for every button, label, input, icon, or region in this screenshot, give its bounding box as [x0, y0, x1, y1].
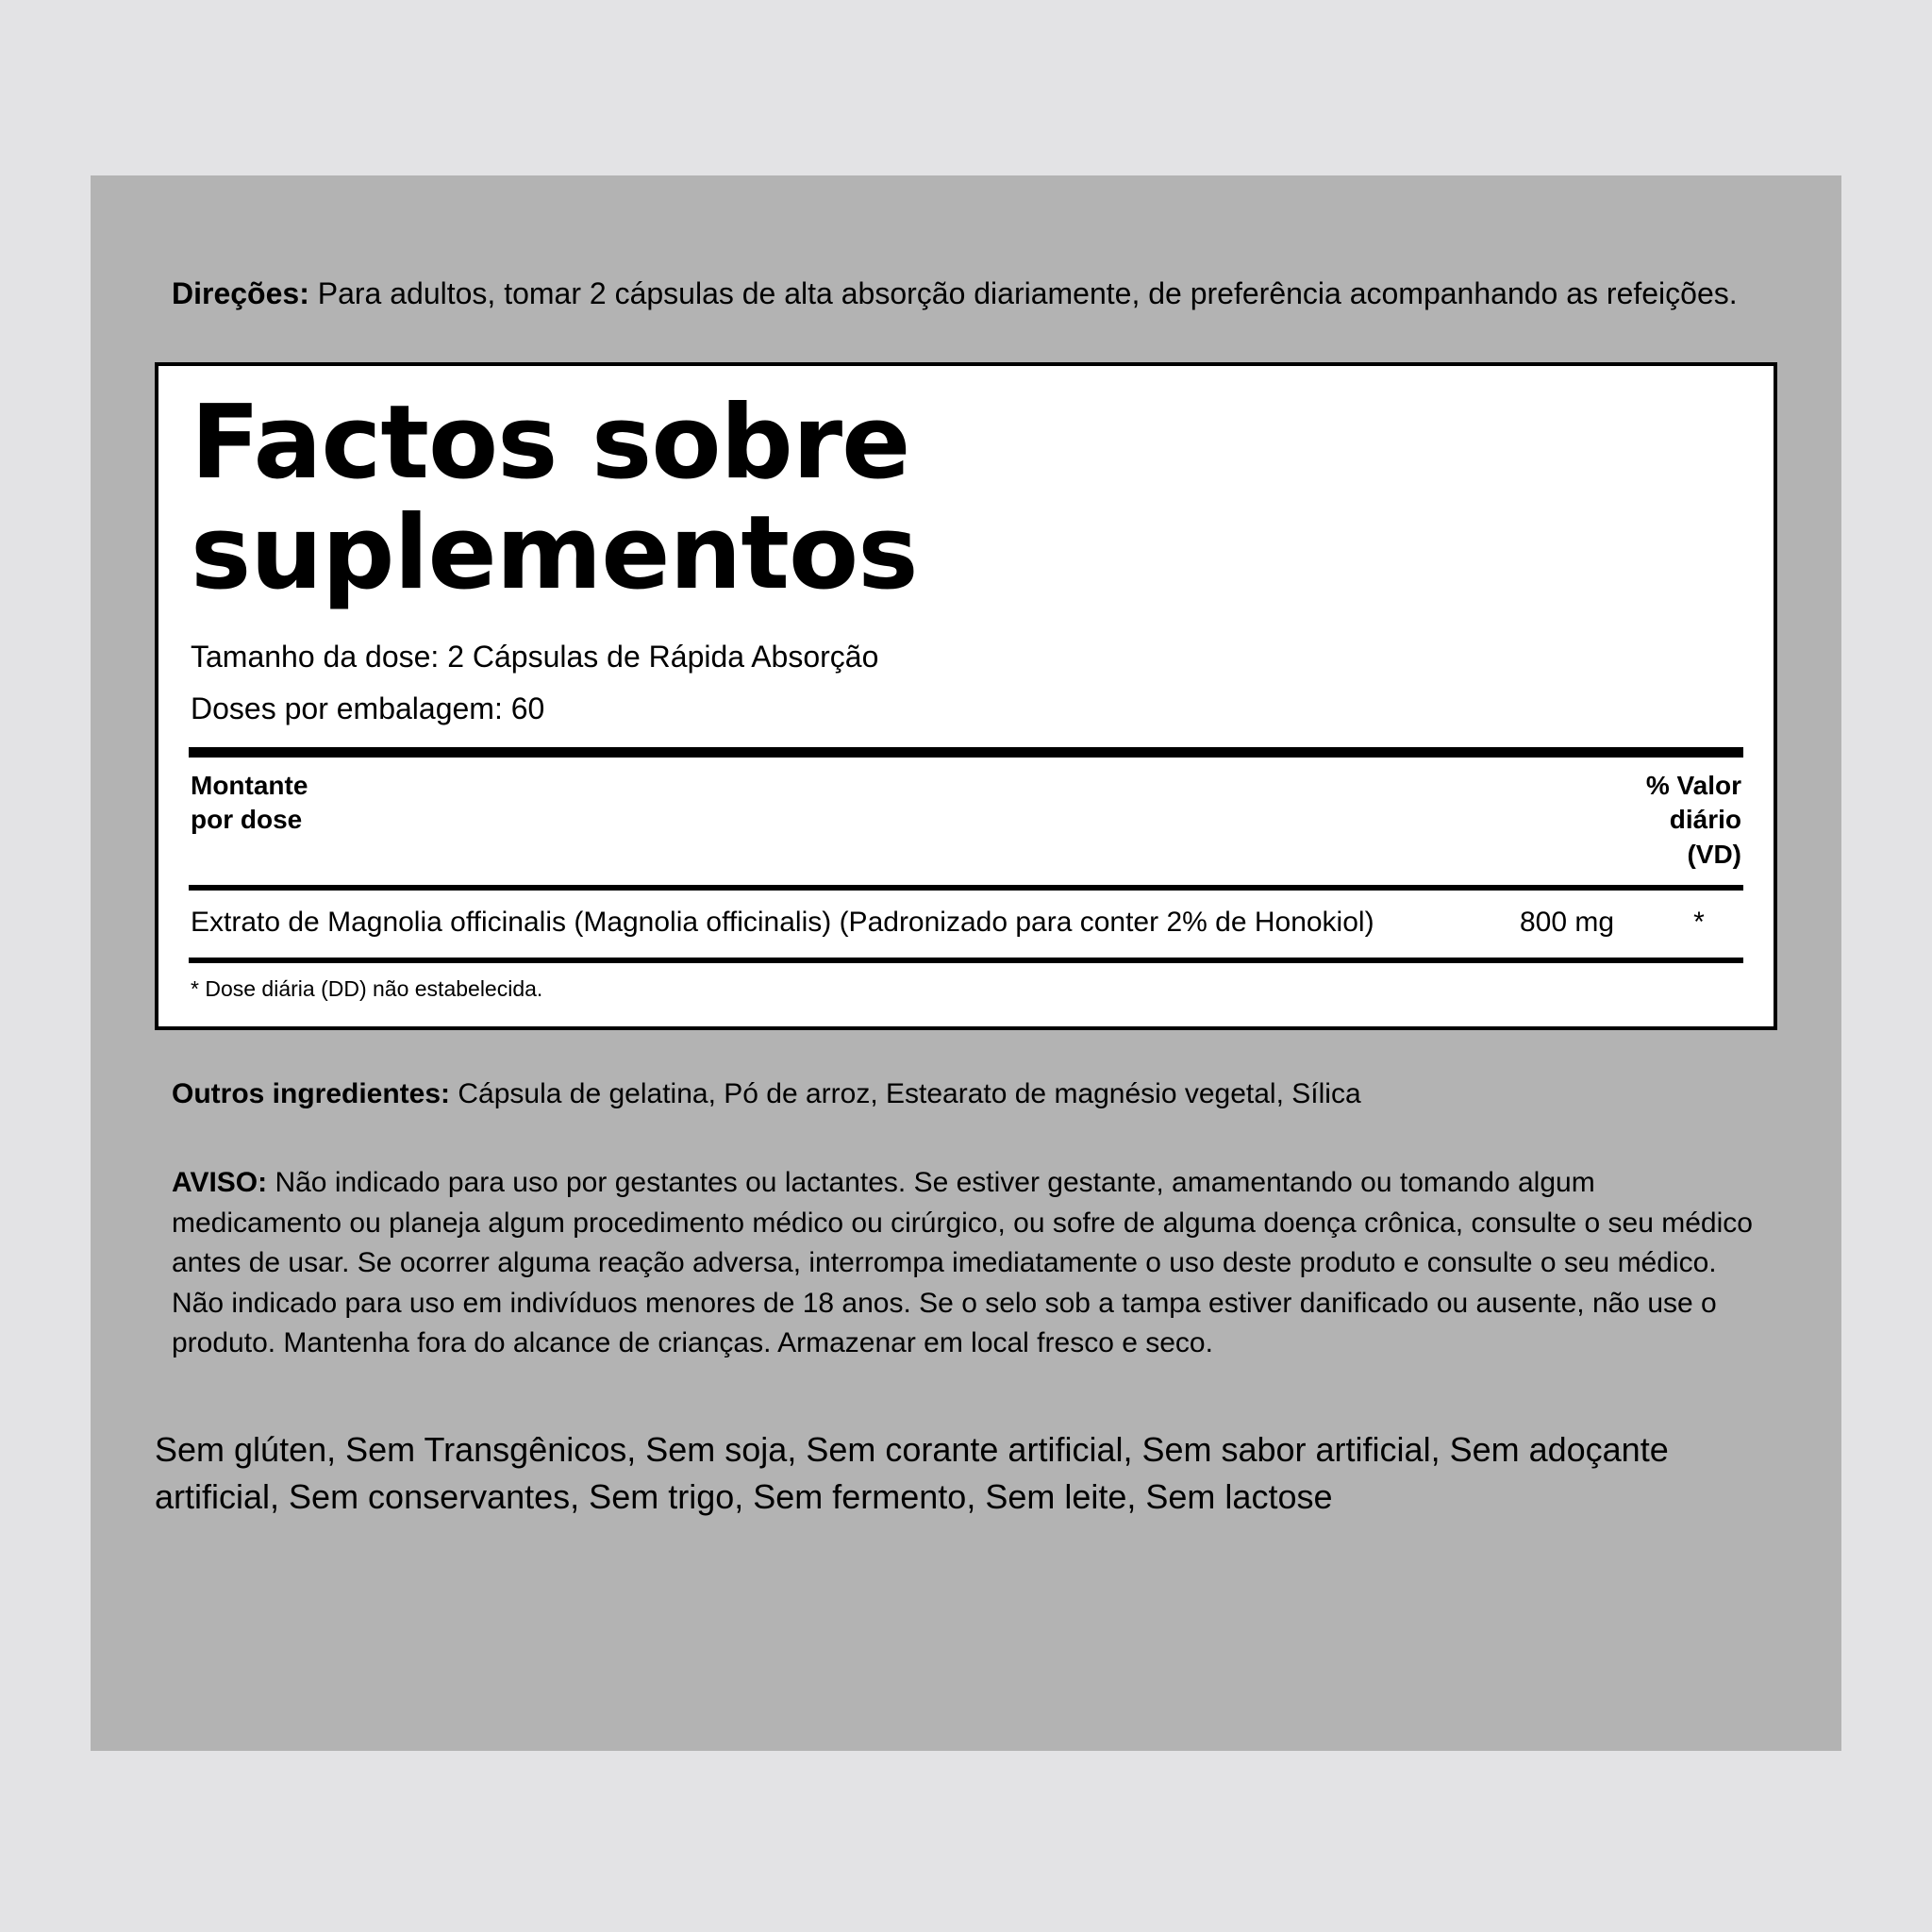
amount-per-serving-header	[191, 769, 308, 838]
free-from-claims: Sem glúten, Sem Transgênicos, Sem soja, Sem corante artificial, Sem sabor artificial, Sem adoçante artificial, Sem conservantes, Sem trigo, Sem fermento, Sem leite, Sem lactose	[155, 1430, 1669, 1516]
supplement-label-panel	[91, 175, 1841, 1751]
ingredient-amount: 800 mg	[1519, 907, 1615, 939]
table-header-row	[187, 758, 1745, 885]
dv-header-line2: diário	[1669, 805, 1741, 835]
ingredient-daily-value: *	[1693, 907, 1705, 939]
servings-per-container: Doses por embalagem: 60	[191, 691, 545, 725]
warning-text: Não indicado para uso por gestantes ou lactantes. Se estiver gestante, amamentando ou tomando algum medicamento ou planeja algum procedimento médico ou cirúrgico, ou sofre de alguma doença crônica, consulte o seu médico antes de usar. Se ocorrer alguma reação adversa, interrompa imediatamente o uso deste produto e consulte o seu médico. Não indicado para uso em indivíduos menores de 18 anos. Se o selo sob a tampa estiver danificado ou ausente, não use o produto. Mantenha fora do alcance de crianças. Armazenar em local fresco e seco.	[172, 1167, 1753, 1359]
divider-thick-top	[189, 747, 1743, 758]
amount-header-line1: Montante	[191, 771, 308, 801]
divider-below-rows	[189, 958, 1743, 963]
dv-header-line3: (VD)	[1687, 839, 1741, 869]
amount-header-line2: por dose	[191, 805, 303, 835]
other-ingredients-paragraph	[172, 1075, 1775, 1114]
table-row	[187, 891, 1745, 958]
warning-label: AVISO:	[172, 1167, 268, 1198]
ingredient-name: Extrato de Magnolia officinalis (Magnolia officinalis) (Padronizado para conter 2% de Honokiol)	[191, 907, 1374, 939]
dv-header-line1: % Valor	[1645, 771, 1741, 801]
supplement-facts-title: Factos sobre suplementos	[191, 384, 918, 612]
serving-size: Tamanho da dose: 2 Cápsulas de Rápida Absorção	[191, 640, 879, 675]
daily-value-footnote: * Dose diária (DD) não estabelecida.	[191, 975, 543, 1001]
warning-paragraph	[172, 1163, 1766, 1364]
daily-value-header	[1646, 769, 1741, 872]
directions-text: Para adultos, tomar 2 cápsulas de alta absorção diariamente, de preferência acompanhando as refeições.	[308, 276, 1738, 310]
other-ingredients-text: Cápsula de gelatina, Pó de arroz, Estearato de magnésio vegetal, Sílica	[450, 1078, 1361, 1109]
supplement-facts-box	[155, 362, 1777, 1030]
directions-label: Direções:	[172, 276, 309, 310]
other-ingredients-label: Outros ingredientes:	[172, 1078, 451, 1109]
directions-paragraph	[172, 274, 1775, 314]
